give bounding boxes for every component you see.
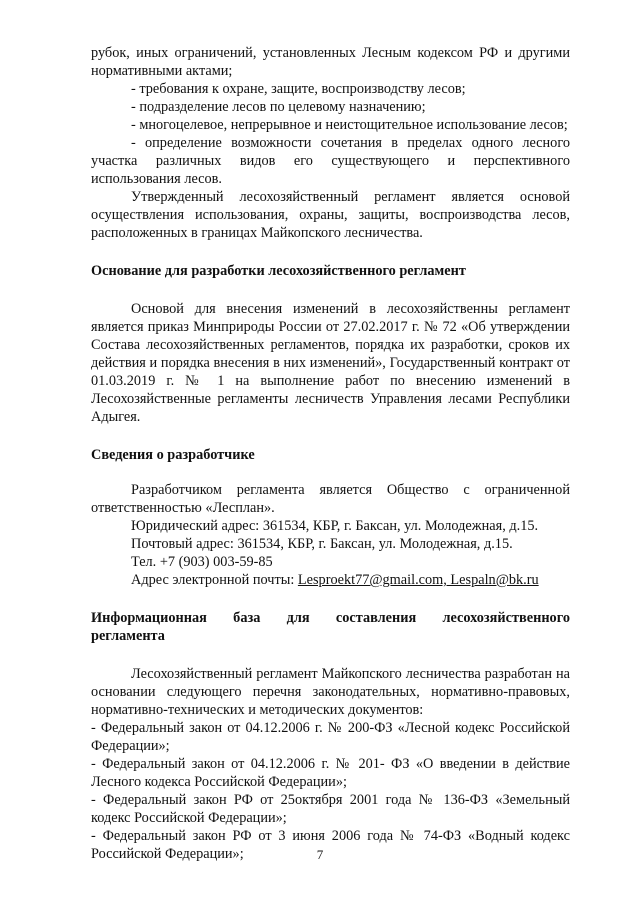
section-heading: Информационная база для составления лесохозяйственного xyxy=(91,610,570,626)
legal-address: Юридический адрес: 361534, КБР, г. Баксан, ул. Молодежная, д.15. xyxy=(131,518,539,534)
intro-text-line: нормативными актами; xyxy=(91,63,233,79)
phone: Тел. +7 (903) 003-59-85 xyxy=(131,554,273,570)
section-heading: Основание для разработки лесохозяйственного регламент xyxy=(91,263,466,279)
law-item: - Федеральный закон РФ от 25октября 2001 года № 136-ФЗ «Земельный кодекс Российской Федерации»; xyxy=(91,792,570,826)
paragraph: Лесохозяйственный регламент Майкопского лесничества разработан на основании следующего перечня законодательных, нормативно-правовых, нормативно-технических и методических документов: xyxy=(91,666,570,718)
paragraph: Основой для внесения изменений в лесохозяйственны регламент является приказ Минприроды России от 27.02.2017 г. № 72 «Об утверждении Состава лесохозяйственных регламентов, порядка их разработки, сроков их действия и порядка внесения в них изменений», Государственный контракт от 01.03.2019 г. № 1 на выполнение работ по внесению изменений в Лесохозяйственные регламенты лесничеств Управления лесами Республики Адыгея. xyxy=(91,301,570,425)
section-heading: Сведения о разработчике xyxy=(91,447,255,463)
law-item: - Федеральный закон от 04.12.2006 г. № 200-ФЗ «Лесной кодекс Российской Федерации»; xyxy=(91,720,570,754)
email-label: Адрес электронной почты: xyxy=(131,572,298,588)
list-item: - многоцелевое, непрерывное и неистощительное использование лесов; xyxy=(131,117,568,133)
intro-text-line: рубок, иных ограничений, установленных Лесным кодексом РФ и другими xyxy=(91,45,570,61)
email-link[interactable]: Lesproekt77@gmail.com, Lespaln@bk.ru xyxy=(297,572,539,588)
page-content xyxy=(91,44,570,863)
law-item: - Федеральный закон РФ от 3 июня 2006 года № 74-ФЗ «Водный кодекс Российской Федерации»; xyxy=(91,828,570,862)
section-heading-continuation: регламента xyxy=(91,628,165,644)
list-item: - требования к охране, защите, воспроизводству лесов; xyxy=(131,81,466,97)
paragraph: Утвержденный лесохозяйственный регламент является основой осуществления использования, охраны, защиты, воспроизводства лесов, расположенных в границах Майкопского лесничества. xyxy=(91,189,570,241)
page-number: 7 xyxy=(316,847,324,862)
list-item-continuation: участка различных видов его существующего и перспективного xyxy=(91,153,570,169)
list-item-continuation: использования лесов. xyxy=(91,171,222,187)
list-item: - определение возможности сочетания в пределах одного лесного xyxy=(131,135,570,151)
email-line xyxy=(91,571,570,589)
postal-address: Почтовый адрес: 361534, КБР, г. Баксан, ул. Молодежная, д.15. xyxy=(131,536,513,552)
list-item: - подразделение лесов по целевому назначению; xyxy=(131,99,426,115)
paragraph: Разработчиком регламента является Общество с ограниченной ответственностью «Лесплан». xyxy=(91,482,570,516)
law-item: - Федеральный закон от 04.12.2006 г. № 201- ФЗ «О введении в действие Лесного кодекса Российской Федерации»; xyxy=(91,756,570,790)
